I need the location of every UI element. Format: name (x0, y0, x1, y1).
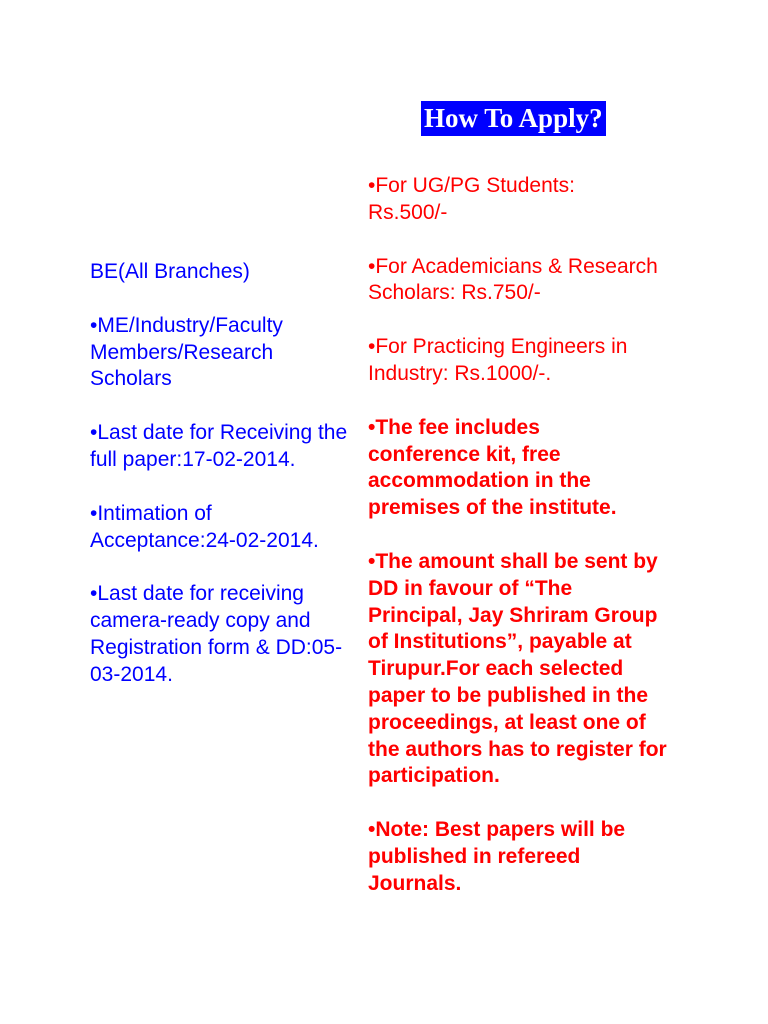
eligibility-item: BE(All Branches) (90, 260, 250, 283)
fee-includes-note: •The fee includes conference kit, free accommodation in the premises of the institute. (368, 415, 617, 520)
eligibility-item: •ME/Industry/Faculty Members/Research Scholars (90, 313, 283, 391)
eligibility-dates-column (90, 259, 362, 689)
fee-item: •For Practicing Engineers in Industry: Rs.1000/-. (368, 335, 628, 385)
fee-item: •For UG/PG Students: Rs.500/- (368, 174, 575, 224)
best-papers-note: •Note: Best papers will be published in refereed Journals. (368, 818, 626, 895)
page-title: How To Apply? (421, 101, 606, 136)
fee-item: •For Academicians & Research Scholars: Rs.750/- (368, 254, 658, 305)
deadline-item: •Intimation of Acceptance:24-02-2014. (90, 501, 319, 552)
deadline-item: •Last date for Receiving the full paper:17-02-2014. (90, 421, 348, 471)
fee-details-column (368, 173, 688, 898)
payment-instructions: •The amount shall be sent by DD in favour of “The Principal, Jay Shriram Group of Institutions”, payable at Tirupur.For each selected paper to be published in the proceedings, at least one of the authors has to register for participation. (368, 549, 667, 788)
deadline-item: •Last date for receiving camera-ready copy and Registration form & DD:05-03-2014. (90, 582, 343, 686)
